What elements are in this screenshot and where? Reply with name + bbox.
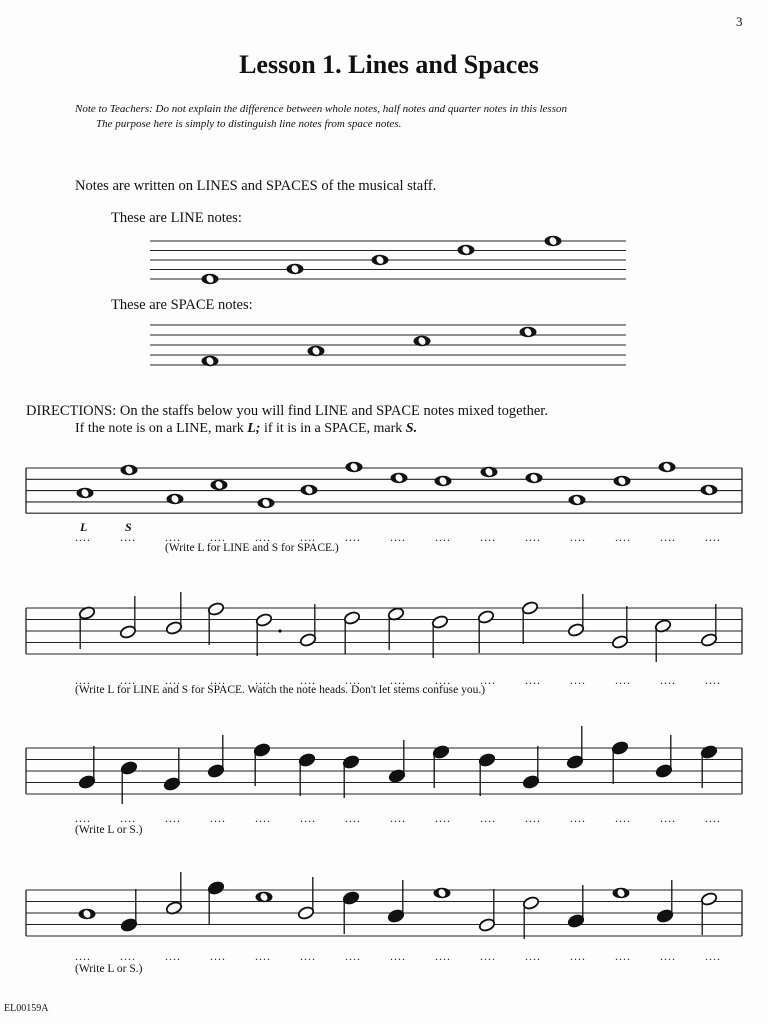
- answer-blank[interactable]: ....: [390, 811, 406, 825]
- answer-blank[interactable]: ....: [435, 949, 451, 963]
- answer-blank[interactable]: ....: [165, 949, 181, 963]
- answer-blank[interactable]: ....: [120, 949, 136, 963]
- answer-blank[interactable]: ....: [210, 811, 226, 825]
- page-number: 3: [736, 14, 743, 29]
- answer-blank[interactable]: ....: [210, 949, 226, 963]
- answer-blank[interactable]: ....: [345, 530, 361, 544]
- answer-blank[interactable]: ....: [660, 530, 676, 544]
- answer-blank[interactable]: ....: [165, 530, 181, 544]
- directions-text-a: If the note is on a LINE, mark: [75, 421, 248, 436]
- mark-s-instruction: S.: [405, 421, 418, 436]
- exercise-4-caption: (Write L or S.): [75, 963, 143, 975]
- answer-blank[interactable]: ....: [300, 811, 316, 825]
- answer-blank[interactable]: ....: [390, 530, 406, 544]
- mark-l-instruction: L;: [247, 421, 261, 436]
- answer-blank[interactable]: ....: [705, 673, 721, 687]
- answer-blank[interactable]: ....: [615, 673, 631, 687]
- answer-blank[interactable]: ....: [120, 673, 136, 687]
- answer-blank[interactable]: ....: [435, 811, 451, 825]
- exercise-3-caption: (Write L or S.): [75, 824, 143, 836]
- line-notes-label: These are LINE notes:: [111, 210, 242, 226]
- answer-blank[interactable]: ....: [480, 949, 496, 963]
- example-answer-1: L: [80, 520, 88, 534]
- answer-blank[interactable]: ....: [570, 811, 586, 825]
- answer-blank[interactable]: ....: [345, 673, 361, 687]
- directions-text-b: if it is in a SPACE, mark: [260, 421, 406, 436]
- answer-blank[interactable]: ....: [75, 530, 91, 544]
- answer-blank[interactable]: ....: [570, 673, 586, 687]
- lesson-title: Lesson 1. Lines and Spaces: [239, 50, 539, 79]
- answer-blank[interactable]: ....: [345, 949, 361, 963]
- answer-blank[interactable]: ....: [255, 949, 271, 963]
- answer-blank[interactable]: ....: [300, 673, 316, 687]
- answer-blank[interactable]: ....: [615, 949, 631, 963]
- exercise-1-caption: (Write L for LINE and S for SPACE.): [165, 542, 339, 554]
- answer-blank[interactable]: ....: [435, 530, 451, 544]
- answer-blank[interactable]: ....: [705, 949, 721, 963]
- answer-blank[interactable]: ....: [75, 949, 91, 963]
- answer-blank[interactable]: ....: [480, 530, 496, 544]
- answer-blank[interactable]: ....: [75, 673, 91, 687]
- answer-blank[interactable]: ....: [660, 811, 676, 825]
- answer-blank[interactable]: ....: [615, 530, 631, 544]
- answer-blank[interactable]: ....: [165, 673, 181, 687]
- answer-blank[interactable]: ....: [255, 673, 271, 687]
- answer-blank[interactable]: ....: [210, 530, 226, 544]
- space-notes-label: These are SPACE notes:: [111, 297, 253, 313]
- answer-blank[interactable]: ....: [660, 673, 676, 687]
- exercise-2-caption: (Write L for LINE and S for SPACE. Watch the note heads. Don't let stems confuse you.): [75, 684, 486, 696]
- answer-blank[interactable]: ....: [120, 530, 136, 544]
- answer-blank[interactable]: ....: [300, 949, 316, 963]
- answer-blank[interactable]: ....: [525, 530, 541, 544]
- answer-blank[interactable]: ....: [570, 530, 586, 544]
- answer-blank[interactable]: ....: [390, 673, 406, 687]
- teacher-note-line-1: Note to Teachers: Do not explain the difference between whole notes, half notes and quarter notes in this lesson: [75, 103, 567, 115]
- answer-blank[interactable]: ....: [660, 949, 676, 963]
- answer-blank[interactable]: ....: [345, 811, 361, 825]
- answer-blank[interactable]: ....: [255, 530, 271, 544]
- answer-blank[interactable]: ....: [210, 673, 226, 687]
- answer-blank[interactable]: ....: [300, 530, 316, 544]
- directions-line-1: DIRECTIONS: On the staffs below you will find LINE and SPACE notes mixed together.: [26, 403, 548, 419]
- example-answer-2: S: [125, 520, 132, 534]
- intro-text: Notes are written on LINES and SPACES of the musical staff.: [75, 178, 437, 194]
- answer-blank[interactable]: ....: [165, 811, 181, 825]
- answer-blank[interactable]: ....: [480, 811, 496, 825]
- answer-blank[interactable]: ....: [255, 811, 271, 825]
- answer-blank[interactable]: ....: [570, 949, 586, 963]
- answer-blank[interactable]: ....: [75, 811, 91, 825]
- footer-code: EL00159A: [4, 1003, 49, 1014]
- stray-dot: [278, 629, 281, 632]
- answer-blank[interactable]: ....: [525, 673, 541, 687]
- answer-blank[interactable]: ....: [615, 811, 631, 825]
- answer-blank[interactable]: ....: [435, 673, 451, 687]
- teacher-note-line-2: The purpose here is simply to distinguish line notes from space notes.: [96, 118, 402, 130]
- answer-blank[interactable]: ....: [705, 811, 721, 825]
- answer-blank[interactable]: ....: [120, 811, 136, 825]
- answer-blank[interactable]: ....: [525, 949, 541, 963]
- answer-blank[interactable]: ....: [525, 811, 541, 825]
- answer-blank[interactable]: ....: [480, 673, 496, 687]
- answer-blank[interactable]: ....: [390, 949, 406, 963]
- answer-blank[interactable]: ....: [705, 530, 721, 544]
